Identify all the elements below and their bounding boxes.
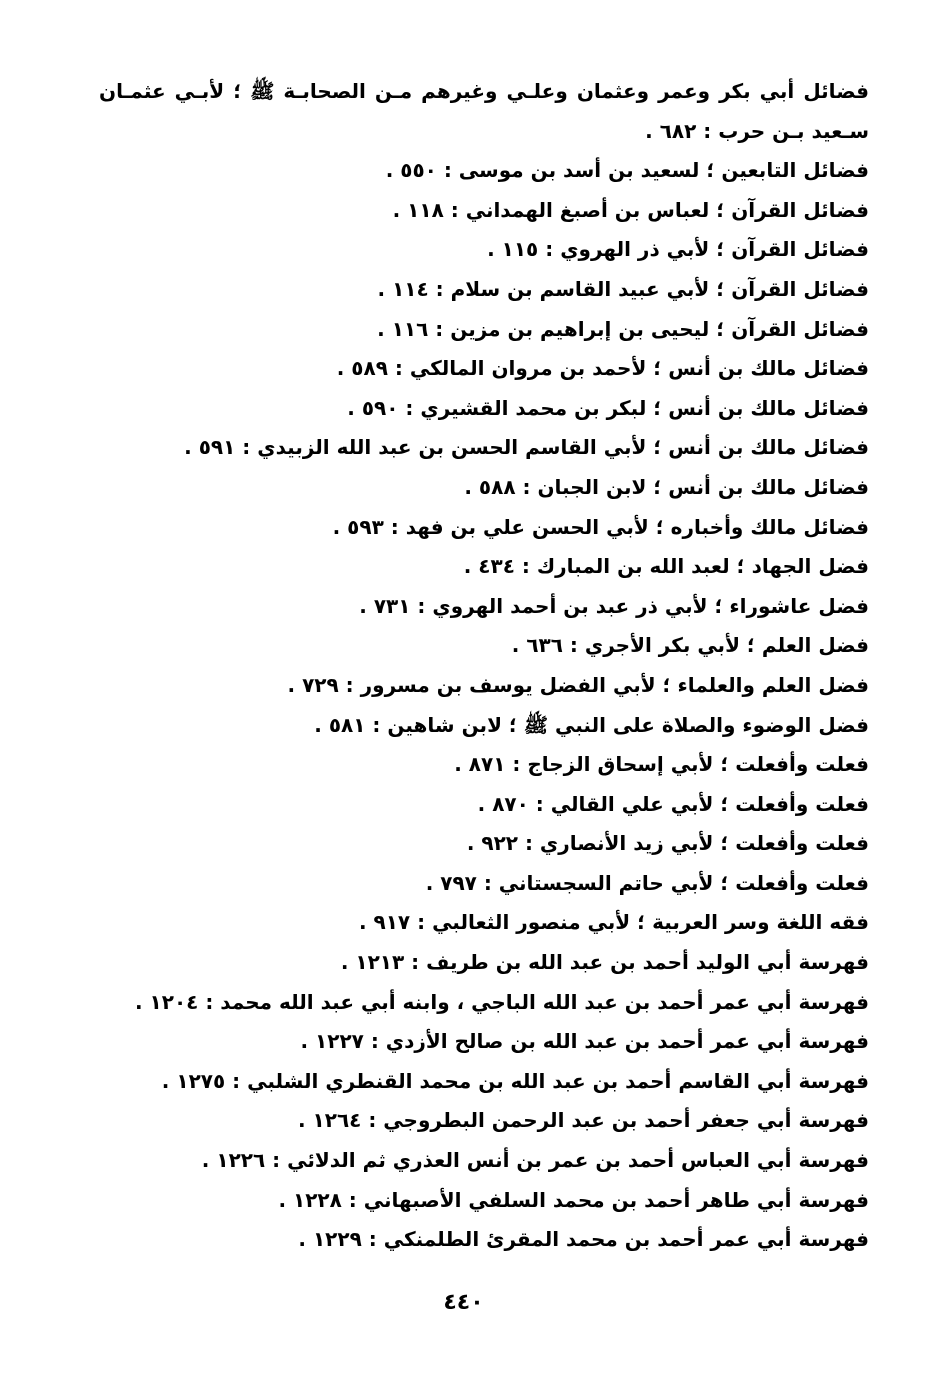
index-entry: فضائل مالك بن أنس ؛ لابن الجبان : ٥٨٨ .	[464, 474, 869, 499]
index-entry: فهرسة أبي الوليد أحمد بن عبد الله بن طريف : ١٢١٣ .	[340, 950, 869, 975]
index-entry: فعلت وأفعلت ؛ لأبي إسحاق الزجاج : ٨٧١ .	[454, 752, 869, 777]
index-entry: فهرسة أبي عمر أحمد بن محمد المقرئ الطلمنكي : ١٢٢٩ .	[298, 1227, 869, 1252]
index-entry: فضائل القرآن ؛ ليحيى بن إبراهيم بن مزين : ١١٦ .	[377, 316, 869, 341]
index-entry: فهرسة أبي القاسم أحمد بن عبد الله بن محمد القنطري الشلبي : ١٢٧٥ .	[161, 1068, 869, 1093]
index-entry: فضائل القرآن ؛ لأبي ذر الهروي : ١١٥ .	[487, 237, 869, 262]
index-entry: فضائل مالك بن أنس ؛ لأحمد بن مروان المالكي : ٥٨٩ .	[336, 356, 869, 381]
index-entry: فهرسة أبي طاهر أحمد بن محمد السلفي الأصبهاني : ١٢٢٨ .	[278, 1187, 869, 1212]
index-entries	[99, 72, 869, 1260]
index-entry: فضل عاشوراء ؛ لأبي ذر عبد بن أحمد الهروي : ٧٣١ .	[359, 593, 869, 618]
index-entry: فقه اللغة وسر العربية ؛ لأبي منصور الثعالبي : ٩١٧ .	[358, 910, 869, 935]
index-entry: فضائل التابعين ؛ لسعيد بن أسد بن موسى : ٥٥٠ .	[385, 158, 869, 183]
index-entry: فعلت وأفعلت ؛ لأبي علي القالي : ٨٧٠ .	[477, 791, 869, 816]
index-entry: فعلت وأفعلت ؛ لأبي زيد الأنصاري : ٩٢٢ .	[466, 831, 869, 856]
index-entry: فهرسة أبي العباس أحمد بن عمر بن أنس العذري ثم الدلائي : ١٢٢٦ .	[201, 1148, 869, 1173]
page-number: ٤٤٠	[443, 1290, 484, 1315]
index-entry: فضائل أبي بكر وعمر وعثمان وعلـي وغيرهم مـن الصحابـة ﷺ ؛ لأبـي عثمـان سـعيد بـن حرب : ٦٨٢ .	[99, 79, 869, 143]
index-entry: فضل العلم والعلماء ؛ لأبي الفضل يوسف بن مسرور : ٧٢٩ .	[287, 672, 869, 697]
index-entry: فضائل مالك بن أنس ؛ لبكر بن محمد القشيري : ٥٩٠ .	[347, 395, 869, 420]
index-entry: فهرسة أبي عمر أحمد بن عبد الله الباجي ، وابنه أبي عبد الله محمد : ١٢٠٤ .	[134, 989, 869, 1014]
index-entry: فضائل مالك وأخباره ؛ لأبي الحسن علي بن فهد : ٥٩٣ .	[332, 514, 869, 539]
index-entry: فضل العلم ؛ لأبي بكر الأجري : ٦٣٦ .	[511, 633, 869, 658]
index-entry: فضل الوضوء والصلاة على النبي ﷺ ؛ لابن شاهين : ٥٨١ .	[314, 712, 869, 737]
index-entry: فهرسة أبي عمر أحمد بن عبد الله بن صالح الأزدي : ١٢٢٧ .	[300, 1029, 869, 1054]
index-entry: فعلت وأفعلت ؛ لأبي حاتم السجستاني : ٧٩٧ .	[425, 870, 869, 895]
index-entry: فضائل القرآن ؛ لأبي عبيد القاسم بن سلام : ١١٤ .	[377, 276, 869, 301]
index-entry: فضائل مالك بن أنس ؛ لأبي القاسم الحسن بن عبد الله الزبيدي : ٥٩١ .	[184, 435, 869, 460]
index-entry: فضائل القرآن ؛ لعباس بن أصبغ الهمداني : ١١٨ .	[392, 197, 869, 222]
index-entry: فضل الجهاد ؛ لعبد الله بن المبارك : ٤٣٤ .	[463, 554, 869, 579]
index-entry: فهرسة أبي جعفر أحمد بن عبد الرحمن البطروجي : ١٢٦٤ .	[297, 1108, 869, 1133]
